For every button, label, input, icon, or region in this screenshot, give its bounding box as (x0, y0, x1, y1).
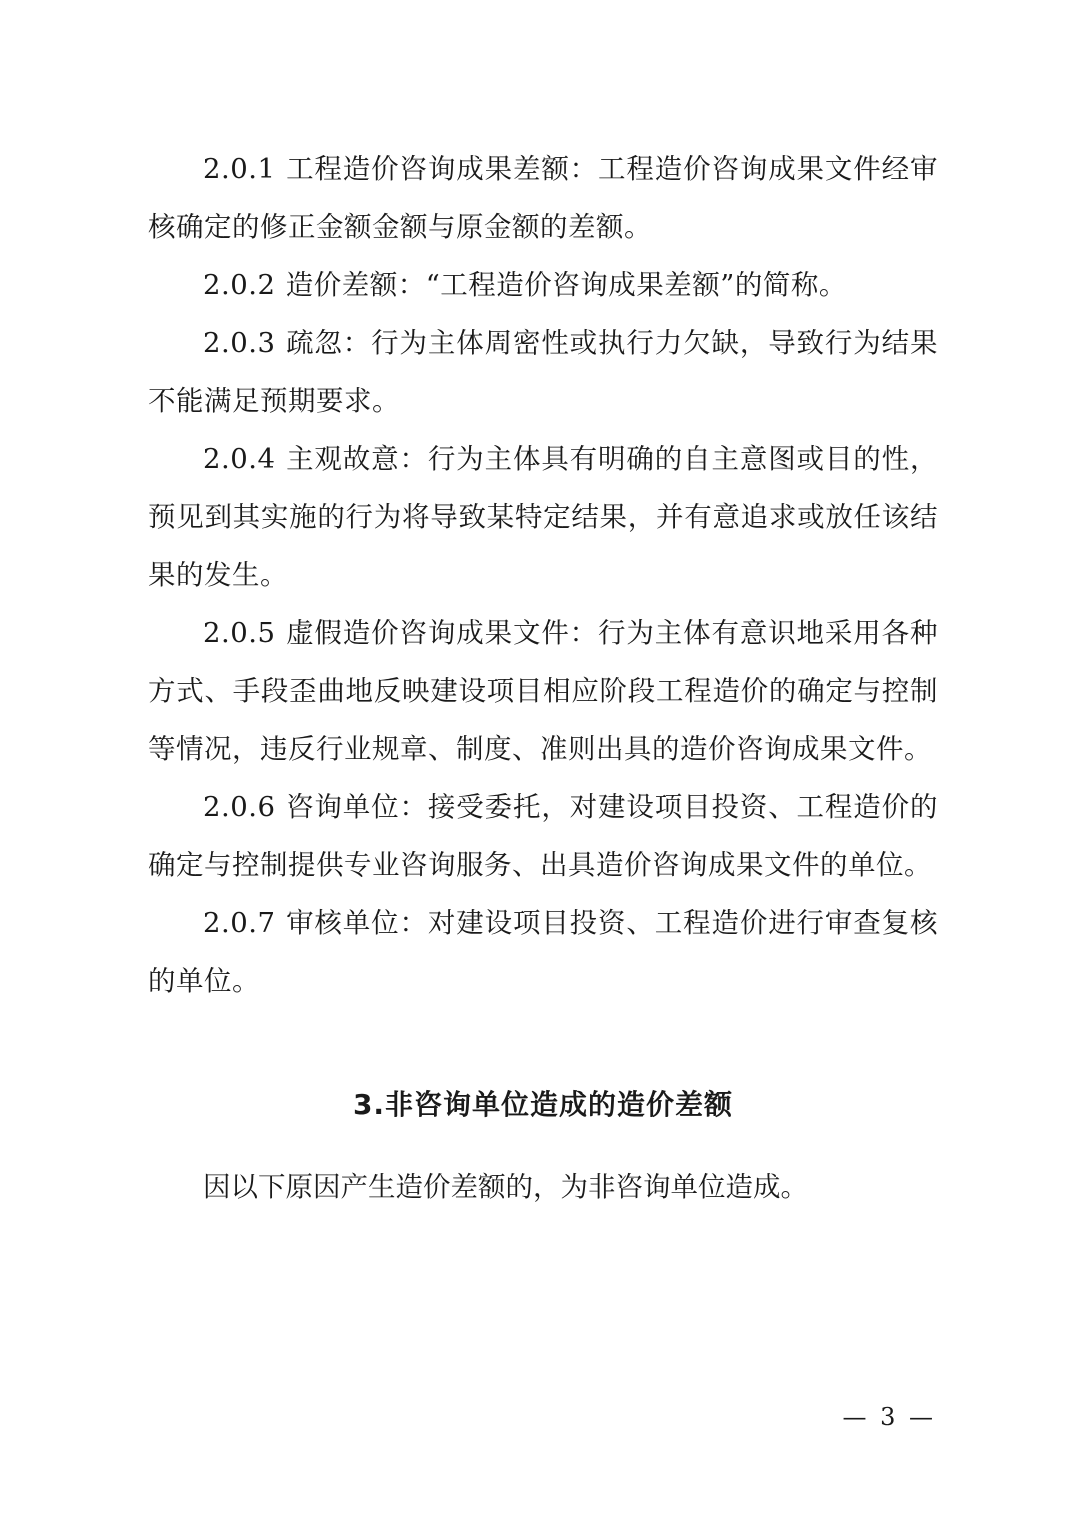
section-heading-3: 3.非咨询单位造成的造价差额 (352, 1088, 734, 1121)
paragraph-2-0-5: 2.0.5 虚假造价咨询成果文件：行为主体有意识地采用各种方式、手段歪曲地反映建设项目相应阶段工程造价的确定与控制等情况，违反行业规章、制度、准则出具的造价咨询成果文件。 (148, 617, 938, 765)
paragraph-2-0-3: 2.0.3 疏忽：行为主体周密性或执行力欠缺，导致行为结果不能满足预期要求。 (148, 327, 938, 417)
paragraph-2-0-1: 2.0.1 工程造价咨询成果差额：工程造价咨询成果文件经审核确定的修正金额金额与原金额的差额。 (148, 153, 938, 243)
section-3-body: 因以下原因产生造价差额的，为非咨询单位造成。 (203, 1170, 808, 1203)
paragraph-2-0-6: 2.0.6 咨询单位：接受委托，对建设项目投资、工程造价的确定与控制提供专业咨询服务、出具造价咨询成果文件的单位。 (148, 791, 938, 881)
document-body (148, 140, 938, 1243)
paragraph-2-0-4: 2.0.4 主观故意：行为主体具有明确的自主意图或目的性，预见到其实施的行为将导致某特定结果，并有意追求或放任该结果的发生。 (148, 443, 938, 591)
page-number: — 3 — (842, 1403, 936, 1431)
paragraph-2-0-2: 2.0.2 造价差额：“工程造价咨询成果差额”的简称。 (203, 269, 847, 301)
paragraph-2-0-7: 2.0.7 审核单位：对建设项目投资、工程造价进行审查复核的单位。 (148, 907, 938, 997)
